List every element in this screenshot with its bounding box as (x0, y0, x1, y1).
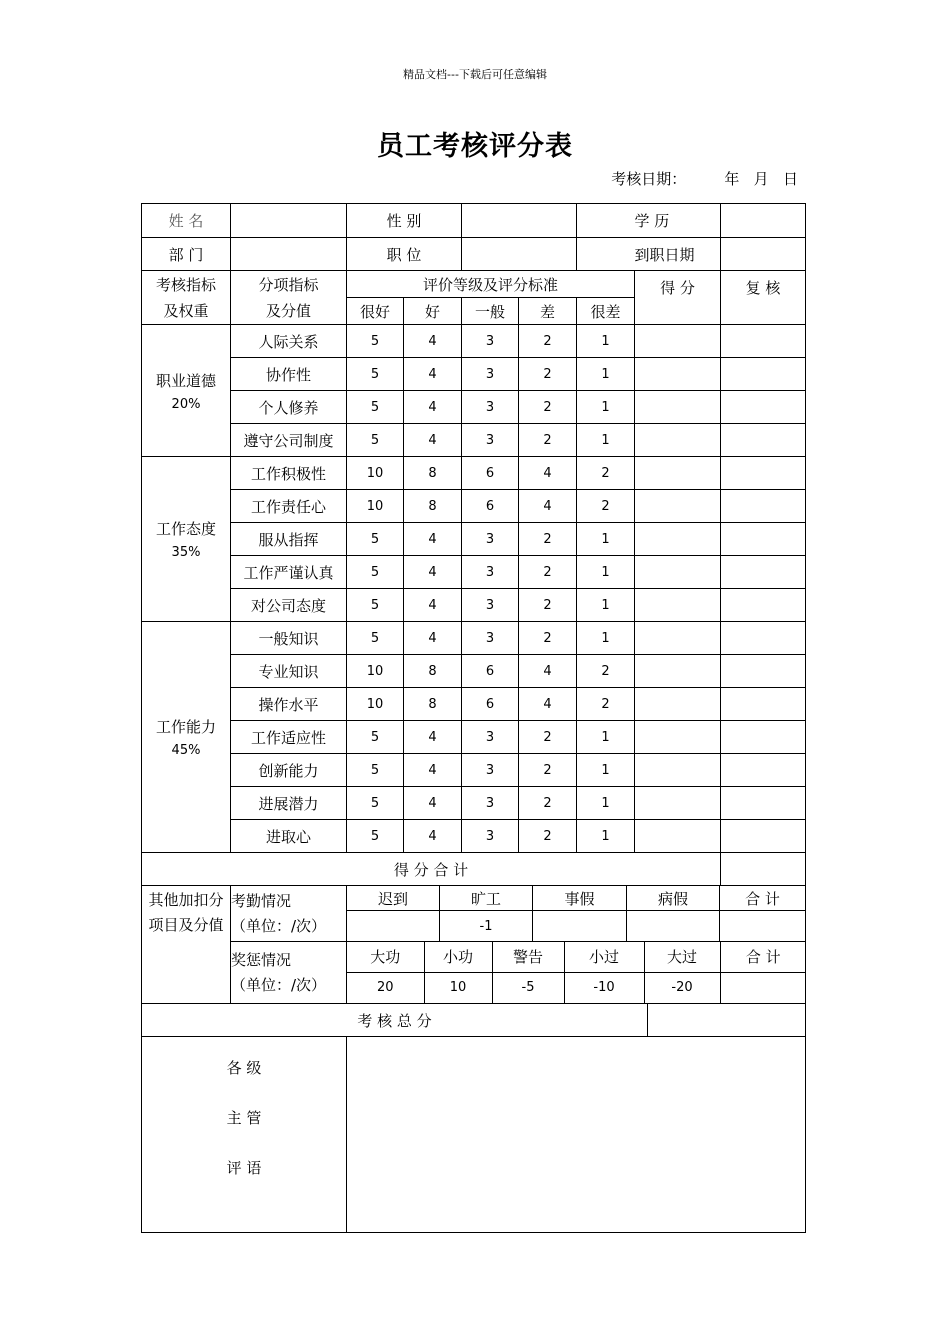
standard-score: 1 (577, 787, 635, 820)
standard-score: 3 (462, 787, 519, 820)
standard-score: 2 (577, 457, 635, 490)
standard-score: 2 (519, 391, 577, 424)
assessment-date: 考核日期： 年 月 日 (611, 170, 798, 188)
standard-score: 8 (404, 457, 462, 490)
attendance-head: 病假 (627, 886, 720, 911)
indicator-group-cell (142, 457, 231, 622)
review-cell[interactable] (721, 622, 806, 655)
item-label: 操作水平 (231, 688, 347, 721)
standard-score: 4 (404, 358, 462, 391)
standard-score: 5 (347, 820, 404, 853)
standard-score: 3 (462, 523, 519, 556)
info-row-1 (142, 204, 806, 238)
standard-score: 3 (462, 556, 519, 589)
score-cell[interactable] (635, 325, 721, 358)
review-cell[interactable] (721, 754, 806, 787)
standard-score: 2 (519, 820, 577, 853)
indicator-weight: 35% (171, 545, 201, 560)
supervisor-comment-field[interactable] (347, 1037, 806, 1233)
score-cell[interactable] (635, 556, 721, 589)
comments-row (142, 1037, 806, 1233)
standard-score: 2 (577, 688, 635, 721)
standard-score: 4 (404, 325, 462, 358)
score-row (142, 556, 806, 589)
standard-score: 4 (519, 490, 577, 523)
item-label: 协作性 (231, 358, 347, 391)
standard-score: 1 (577, 424, 635, 457)
standard-score: 1 (577, 589, 635, 622)
attendance-head: 事假 (533, 886, 627, 911)
level-header: 一般 (462, 298, 519, 325)
name-field[interactable] (231, 204, 347, 238)
attendance-head: 迟到 (347, 886, 440, 911)
standard-score: 4 (404, 754, 462, 787)
standard-score: 2 (519, 721, 577, 754)
info-row-2 (142, 238, 806, 271)
reward-head: 警告 (492, 942, 564, 972)
score-cell[interactable] (635, 655, 721, 688)
item-label: 工作责任心 (231, 490, 347, 523)
score-row (142, 391, 806, 424)
indicator-name: 工作态度 (155, 520, 216, 538)
reward-total-value[interactable] (720, 972, 806, 1003)
standard-score: 4 (404, 622, 462, 655)
reward-head: 大过 (644, 942, 720, 972)
standard-score: 3 (462, 589, 519, 622)
standard-score: 10 (347, 490, 404, 523)
review-cell[interactable] (721, 490, 806, 523)
score-row (142, 622, 806, 655)
gender-field[interactable] (462, 204, 577, 238)
review-cell[interactable] (721, 556, 806, 589)
attendance-total-value[interactable] (720, 911, 806, 942)
standard-score: 5 (347, 787, 404, 820)
score-row (142, 688, 806, 721)
review-cell[interactable] (721, 424, 806, 457)
score-row (142, 655, 806, 688)
standard-score: 3 (462, 721, 519, 754)
attendance-value[interactable] (627, 911, 720, 942)
score-row (142, 325, 806, 358)
subtotal-value[interactable] (721, 853, 806, 886)
item-label: 个人修养 (231, 391, 347, 424)
item-label: 工作严谨认真 (231, 556, 347, 589)
standard-score: 4 (519, 457, 577, 490)
total-row (142, 1004, 806, 1037)
department-field[interactable] (231, 238, 347, 271)
item-label: 服从指挥 (231, 523, 347, 556)
attendance-value[interactable] (533, 911, 627, 942)
score-row (142, 457, 806, 490)
reward-value[interactable]: 10 (424, 972, 492, 1003)
standard-score: 2 (519, 787, 577, 820)
join-date-field[interactable] (721, 238, 806, 271)
standard-score: 2 (577, 490, 635, 523)
standard-score: 3 (462, 424, 519, 457)
assessment-form (141, 203, 805, 1233)
indicator-weight: 20% (171, 396, 201, 412)
standard-score: 3 (462, 622, 519, 655)
attendance-value[interactable] (347, 911, 440, 942)
page-header-note: 精品文档---下载后可任意编辑 (403, 68, 547, 81)
standard-score: 5 (347, 622, 404, 655)
total-table (141, 1003, 806, 1233)
standard-score: 1 (577, 721, 635, 754)
standard-score: 5 (347, 523, 404, 556)
standard-score: 2 (519, 754, 577, 787)
score-row (142, 523, 806, 556)
reward-value[interactable]: 20 (347, 972, 424, 1003)
standard-score: 4 (404, 424, 462, 457)
subtotal-row (142, 853, 806, 886)
standard-score: 5 (347, 556, 404, 589)
score-row (142, 358, 806, 391)
standard-score: 5 (347, 391, 404, 424)
reward-row (142, 942, 806, 1004)
standard-score: 4 (404, 556, 462, 589)
reward-value[interactable]: -20 (644, 972, 720, 1003)
score-cell[interactable] (635, 820, 721, 853)
position-label: 职 位 (347, 238, 462, 271)
standard-score: 4 (404, 589, 462, 622)
standard-score: 8 (404, 688, 462, 721)
reward-grid-cell (347, 942, 806, 1004)
standard-score: 5 (347, 754, 404, 787)
standard-score: 3 (462, 391, 519, 424)
reward-label: 奖惩情况 （单位：/次） (231, 942, 347, 1004)
score-cell[interactable] (635, 688, 721, 721)
standard-header: 评价等级及评分标准 (347, 271, 635, 298)
score-cell[interactable] (635, 358, 721, 391)
name-label: 姓 名 (142, 204, 231, 238)
total-label: 考 核 总 分 (142, 1004, 648, 1037)
indicator-group-cell (142, 622, 231, 853)
standard-score: 4 (404, 391, 462, 424)
standard-score: 2 (519, 556, 577, 589)
score-cell[interactable] (635, 523, 721, 556)
review-cell[interactable] (721, 457, 806, 490)
review-cell[interactable] (721, 688, 806, 721)
attendance-total-head: 合 计 (720, 886, 806, 911)
standard-score: 4 (519, 655, 577, 688)
review-cell[interactable] (721, 589, 806, 622)
standard-score: 5 (347, 721, 404, 754)
standard-score: 2 (519, 523, 577, 556)
standard-score: 3 (462, 754, 519, 787)
score-cell[interactable] (635, 721, 721, 754)
score-row (142, 820, 806, 853)
attendance-value[interactable]: -1 (440, 911, 533, 942)
score-header: 得 分 (635, 271, 721, 325)
standard-score: 1 (577, 358, 635, 391)
reward-value[interactable]: -5 (492, 972, 564, 1003)
standard-score: 3 (462, 325, 519, 358)
standard-score: 5 (347, 325, 404, 358)
item-label: 对公司态度 (231, 589, 347, 622)
standard-score: 6 (462, 457, 519, 490)
score-row (142, 424, 806, 457)
standard-score: 1 (577, 391, 635, 424)
level-header: 很差 (577, 298, 635, 325)
standard-score: 6 (462, 655, 519, 688)
standard-score: 1 (577, 754, 635, 787)
score-cell[interactable] (635, 754, 721, 787)
standard-score: 1 (577, 820, 635, 853)
standard-score: 5 (347, 424, 404, 457)
join-date-label-cell (577, 238, 635, 271)
item-label: 创新能力 (231, 754, 347, 787)
score-table (141, 203, 806, 886)
review-cell[interactable] (721, 721, 806, 754)
score-row (142, 589, 806, 622)
standard-score: 6 (462, 490, 519, 523)
standard-score: 6 (462, 688, 519, 721)
review-cell[interactable] (721, 820, 806, 853)
review-cell[interactable] (721, 391, 806, 424)
item-label: 工作适应性 (231, 721, 347, 754)
review-cell[interactable] (721, 655, 806, 688)
indicator-header: 考核指标 及权重 (142, 271, 231, 325)
attendance-head-row (142, 886, 806, 911)
level-header: 好 (404, 298, 462, 325)
standard-score: 2 (519, 589, 577, 622)
standard-score: 10 (347, 655, 404, 688)
reward-head: 大功 (347, 942, 424, 972)
attendance-head: 旷工 (440, 886, 533, 911)
indicator-weight: 45% (171, 743, 201, 758)
standard-score: 2 (519, 358, 577, 391)
standard-score: 2 (577, 655, 635, 688)
reward-head: 小过 (564, 942, 644, 972)
level-header: 很好 (347, 298, 404, 325)
review-cell[interactable] (721, 787, 806, 820)
standard-score: 8 (404, 490, 462, 523)
standard-score: 2 (519, 325, 577, 358)
standard-score: 8 (404, 655, 462, 688)
education-label-cell (577, 204, 635, 238)
standard-score: 5 (347, 358, 404, 391)
standard-score: 2 (519, 622, 577, 655)
score-cell[interactable] (635, 787, 721, 820)
total-value[interactable] (648, 1004, 806, 1037)
indicator-group-cell (142, 325, 231, 457)
item-header: 分项指标 及分值 (231, 271, 347, 325)
form-title: 员工考核评分表 (377, 131, 573, 162)
standard-score: 4 (404, 721, 462, 754)
score-row (142, 721, 806, 754)
item-label: 专业知识 (231, 655, 347, 688)
score-cell[interactable] (635, 391, 721, 424)
standard-score: 10 (347, 457, 404, 490)
score-cell[interactable] (635, 424, 721, 457)
review-header: 复 核 (721, 271, 806, 325)
gender-label: 性 别 (347, 204, 462, 238)
item-label: 遵守公司制度 (231, 424, 347, 457)
reward-grid (347, 942, 806, 1003)
standard-score: 1 (577, 556, 635, 589)
item-label: 工作积极性 (231, 457, 347, 490)
review-cell[interactable] (721, 325, 806, 358)
review-cell[interactable] (721, 358, 806, 391)
item-label: 一般知识 (231, 622, 347, 655)
bonus-label: 其他加扣分 项目及分值 (142, 886, 231, 1004)
reward-value[interactable]: -10 (564, 972, 644, 1003)
indicator-name: 工作能力 (155, 718, 216, 736)
item-label: 进展潜力 (231, 787, 347, 820)
education-label: 学 历 (635, 204, 721, 238)
standard-score: 1 (577, 523, 635, 556)
standard-score: 5 (347, 589, 404, 622)
department-label: 部 门 (142, 238, 231, 271)
standard-score: 3 (462, 358, 519, 391)
standard-score: 4 (404, 820, 462, 853)
level-header: 差 (519, 298, 577, 325)
reward-head: 小功 (424, 942, 492, 972)
reward-total-head: 合 计 (720, 942, 806, 972)
standard-score: 4 (404, 523, 462, 556)
score-cell[interactable] (635, 622, 721, 655)
item-label: 进取心 (231, 820, 347, 853)
standard-score: 2 (519, 424, 577, 457)
review-cell[interactable] (721, 523, 806, 556)
standard-score: 4 (404, 787, 462, 820)
education-field[interactable] (721, 204, 806, 238)
indicator-name: 职业道德 (155, 371, 216, 390)
header-row-1 (142, 271, 806, 298)
standard-score: 4 (519, 688, 577, 721)
subtotal-label: 得 分 合 计 (142, 853, 721, 886)
score-cell[interactable] (635, 490, 721, 523)
position-field[interactable] (462, 238, 577, 271)
attendance-label: 考勤情况 （单位：/次） (231, 886, 347, 942)
score-row (142, 754, 806, 787)
item-label: 人际关系 (231, 325, 347, 358)
standard-score: 1 (577, 622, 635, 655)
score-row (142, 490, 806, 523)
join-date-label: 到职日期 (635, 238, 721, 271)
standard-score: 1 (577, 325, 635, 358)
standard-score: 3 (462, 820, 519, 853)
bonus-table (141, 885, 806, 1004)
score-cell[interactable] (635, 589, 721, 622)
score-row (142, 787, 806, 820)
supervisor-comment-label: 各 级 主 管 评 语 (142, 1037, 347, 1233)
score-cell[interactable] (635, 457, 721, 490)
standard-score: 10 (347, 688, 404, 721)
